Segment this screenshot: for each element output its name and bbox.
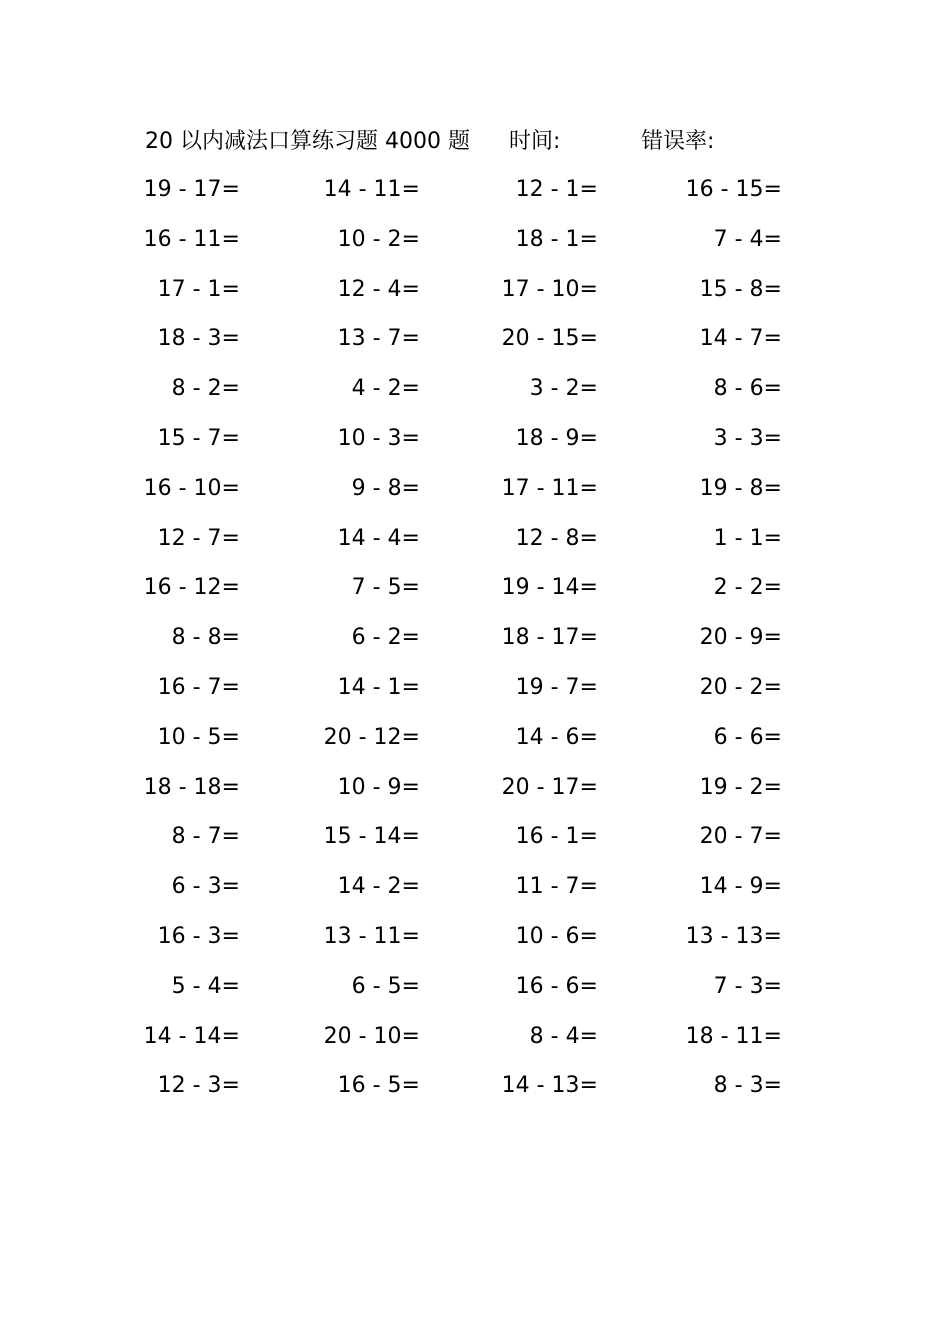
subtraction-problem: 10 - 5=	[157, 724, 240, 750]
subtraction-problem: 7 - 5=	[351, 575, 420, 601]
problem-row	[140, 471, 820, 521]
subtraction-problem: 8 - 7=	[171, 824, 240, 850]
subtraction-problem: 16 - 12=	[143, 575, 240, 601]
problem-row	[140, 919, 820, 969]
subtraction-problem: 18 - 1=	[515, 226, 598, 252]
subtraction-problem: 18 - 18=	[143, 774, 240, 800]
subtraction-problem: 14 - 4=	[337, 525, 420, 551]
subtraction-problem: 20 - 17=	[501, 774, 598, 800]
problem-row	[140, 1068, 820, 1118]
problem-row	[140, 371, 820, 421]
subtraction-problem: 12 - 7=	[157, 525, 240, 551]
subtraction-problem: 14 - 11=	[323, 177, 420, 202]
subtraction-problem: 8 - 8=	[171, 625, 240, 651]
subtraction-problem: 14 - 2=	[337, 874, 420, 900]
subtraction-problem: 13 - 13=	[685, 923, 782, 949]
subtraction-problem: 17 - 1=	[157, 276, 240, 302]
subtraction-problem: 18 - 9=	[515, 425, 598, 451]
subtraction-problem: 19 - 2=	[699, 774, 782, 800]
worksheet-title: 20 以内减法口算练习题 4000 题	[145, 129, 470, 154]
subtraction-problem: 13 - 7=	[337, 326, 420, 352]
subtraction-problem: 12 - 8=	[515, 525, 598, 551]
subtraction-problem: 16 - 6=	[515, 973, 598, 999]
subtraction-problem: 16 - 3=	[157, 923, 240, 949]
subtraction-problem: 8 - 4=	[529, 1023, 598, 1049]
subtraction-problem: 7 - 3=	[713, 973, 782, 999]
subtraction-problem: 14 - 6=	[515, 724, 598, 750]
subtraction-problem: 15 - 14=	[323, 824, 420, 850]
subtraction-problem: 10 - 9=	[337, 774, 420, 800]
subtraction-problem: 20 - 7=	[699, 824, 782, 850]
subtraction-problem: 2 - 2=	[713, 575, 782, 601]
subtraction-problem: 10 - 6=	[515, 923, 598, 949]
subtraction-problem: 19 - 8=	[699, 475, 782, 501]
subtraction-problem: 16 - 5=	[337, 1073, 420, 1099]
subtraction-problem: 19 - 7=	[515, 674, 598, 700]
problem-row	[140, 770, 820, 820]
subtraction-problem: 7 - 4=	[713, 226, 782, 252]
subtraction-problem: 4 - 2=	[351, 376, 420, 402]
subtraction-problem: 17 - 11=	[501, 475, 598, 501]
subtraction-problem: 5 - 4=	[171, 973, 240, 999]
subtraction-problem: 14 - 14=	[143, 1023, 240, 1049]
problem-row	[140, 1019, 820, 1069]
problem-row	[140, 670, 820, 720]
subtraction-problem: 14 - 9=	[699, 874, 782, 900]
problem-row	[140, 570, 820, 620]
subtraction-problem: 3 - 3=	[713, 425, 782, 451]
subtraction-problem: 20 - 15=	[501, 326, 598, 352]
problem-row	[140, 720, 820, 770]
subtraction-problem: 17 - 10=	[501, 276, 598, 302]
problem-row	[140, 272, 820, 322]
problem-row	[140, 321, 820, 371]
problem-row	[140, 421, 820, 471]
subtraction-problem: 12 - 1=	[515, 177, 598, 202]
subtraction-problem: 8 - 3=	[713, 1073, 782, 1099]
problem-row	[140, 819, 820, 869]
subtraction-problem: 8 - 6=	[713, 376, 782, 402]
problem-row	[140, 620, 820, 670]
subtraction-problem: 10 - 2=	[337, 226, 420, 252]
subtraction-problem: 9 - 8=	[351, 475, 420, 501]
problem-row	[140, 869, 820, 919]
subtraction-problem: 14 - 13=	[501, 1073, 598, 1099]
subtraction-problem: 18 - 17=	[501, 625, 598, 651]
problem-row	[140, 969, 820, 1019]
subtraction-problem: 14 - 7=	[699, 326, 782, 352]
problem-row	[140, 222, 820, 272]
subtraction-problem: 20 - 12=	[323, 724, 420, 750]
subtraction-problem: 16 - 1=	[515, 824, 598, 850]
subtraction-problem: 15 - 7=	[157, 425, 240, 451]
problem-grid	[140, 172, 820, 1118]
subtraction-problem: 13 - 11=	[323, 923, 420, 949]
subtraction-problem: 16 - 10=	[143, 475, 240, 501]
subtraction-problem: 6 - 2=	[351, 625, 420, 651]
subtraction-problem: 6 - 5=	[351, 973, 420, 999]
subtraction-problem: 16 - 7=	[157, 674, 240, 700]
subtraction-problem: 11 - 7=	[515, 874, 598, 900]
problem-row	[140, 521, 820, 571]
subtraction-problem: 12 - 4=	[337, 276, 420, 302]
problem-row	[140, 172, 820, 222]
worksheet-header	[145, 124, 825, 160]
subtraction-problem: 15 - 8=	[699, 276, 782, 302]
subtraction-problem: 18 - 3=	[157, 326, 240, 352]
subtraction-problem: 6 - 3=	[171, 874, 240, 900]
subtraction-problem: 20 - 9=	[699, 625, 782, 651]
subtraction-problem: 12 - 3=	[157, 1073, 240, 1099]
subtraction-problem: 16 - 11=	[143, 226, 240, 252]
subtraction-problem: 6 - 6=	[713, 724, 782, 750]
subtraction-problem: 14 - 1=	[337, 674, 420, 700]
subtraction-problem: 18 - 11=	[685, 1023, 782, 1049]
subtraction-problem: 3 - 2=	[529, 376, 598, 402]
subtraction-problem: 16 - 15=	[685, 177, 782, 202]
subtraction-problem: 20 - 10=	[323, 1023, 420, 1049]
subtraction-problem: 19 - 17=	[143, 177, 240, 202]
error-rate-label: 错误率:	[641, 129, 715, 154]
subtraction-problem: 19 - 14=	[501, 575, 598, 601]
subtraction-problem: 8 - 2=	[171, 376, 240, 402]
time-label: 时间:	[509, 129, 561, 154]
subtraction-problem: 20 - 2=	[699, 674, 782, 700]
subtraction-problem: 10 - 3=	[337, 425, 420, 451]
subtraction-problem: 1 - 1=	[713, 525, 782, 551]
